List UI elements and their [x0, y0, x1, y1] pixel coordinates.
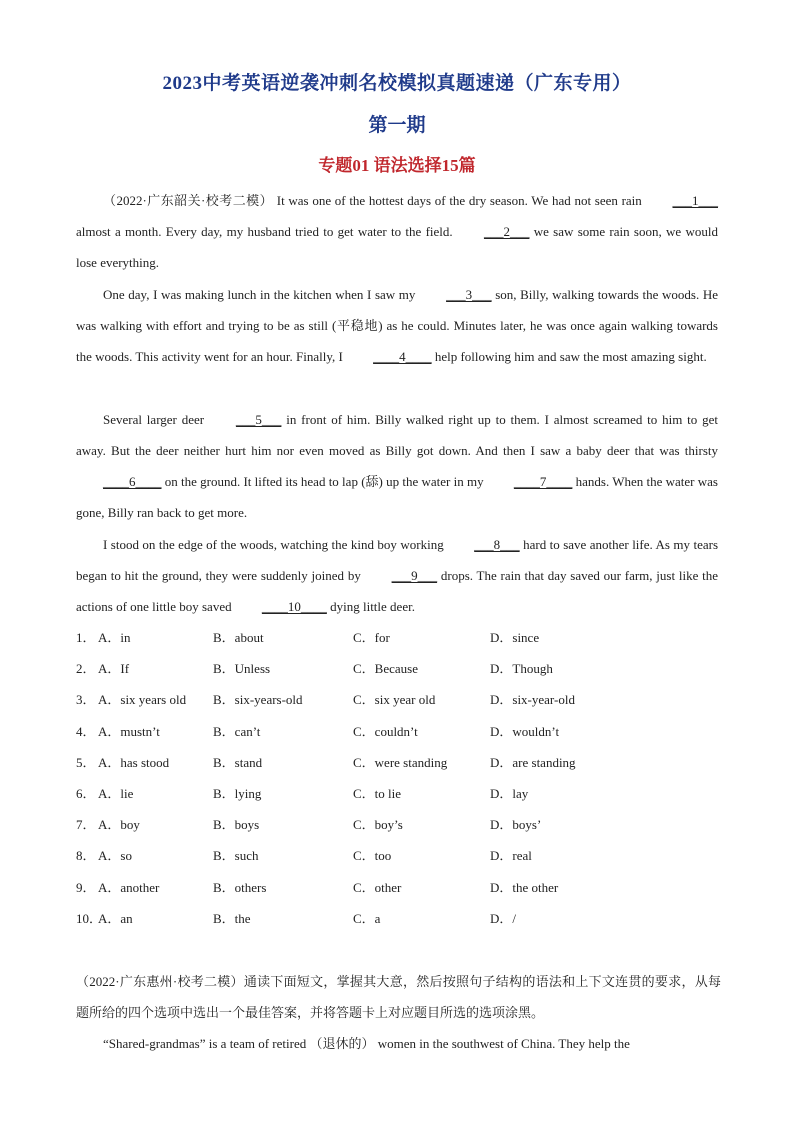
passage-source: （2022·广东惠州·校考二模）	[76, 974, 244, 989]
text: “Shared-grandmas” is a team of retired （退休的） women in the southwest of China. They help the	[103, 1036, 630, 1051]
text: It was one of the hottest days of the dry season. We had not seen rain	[273, 193, 646, 208]
option-c: C．boy’s	[353, 817, 403, 833]
option-a: A．an	[98, 910, 133, 926]
blank-10: ____10____	[261, 599, 327, 614]
option-d: D．real	[490, 848, 532, 864]
text: 通读下面短文，掌握其大意，然后按照句子结构的语法和上下文连贯的要求，从每题所给的四个选项中选出一个最佳答案，并将答题卡上对应题目所选的选项涂黑。	[76, 974, 721, 1020]
option-b: B．such	[213, 848, 259, 864]
question-number: 6．	[76, 785, 96, 801]
blank-1: ___1___	[672, 193, 718, 208]
passage2-paragraph-1	[76, 1028, 718, 1059]
blank-2: ___2___	[483, 224, 530, 239]
passage1-paragraph-1	[76, 185, 718, 278]
text: on the ground. It lifted its head to lap (舔) up the water in my	[161, 474, 487, 489]
option-a: A．so	[98, 848, 132, 864]
question-number: 3．	[76, 692, 96, 708]
option-b: B．boys	[213, 817, 260, 833]
passage1-paragraph-2	[76, 279, 718, 372]
question-row	[76, 747, 736, 778]
text: I stood on the edge of the woods, watching the kind boy working	[103, 537, 448, 552]
option-c: C．six year old	[353, 692, 436, 708]
question-row	[76, 778, 736, 809]
question-row	[76, 903, 736, 934]
option-b: B．six-years-old	[213, 692, 303, 708]
question-number: 8．	[76, 848, 96, 864]
option-c: C．too	[353, 848, 392, 864]
question-number: 9．	[76, 879, 96, 895]
question-number: 1．	[76, 630, 96, 645]
option-b: B．stand	[213, 754, 263, 770]
text: we saw some rain soon, we would lose everything.	[76, 224, 718, 270]
option-d: D．are standing	[490, 754, 576, 770]
option-c: C．for	[353, 630, 390, 645]
document-title: 2023中考英语逆袭冲刺名校模拟真题速递（广东专用）	[162, 73, 632, 94]
passage2-instructions	[76, 966, 721, 1028]
blank-5: ___5___	[235, 412, 282, 427]
blank-7: ____7____	[513, 474, 573, 489]
option-d: D．lay	[490, 785, 529, 801]
text: hard to save another life. As my tears began to hit the ground, they were suddenly joined by	[76, 537, 718, 583]
question-row	[76, 872, 736, 903]
question-row	[76, 840, 736, 871]
text: Several larger deer	[103, 412, 209, 427]
option-b: B．others	[213, 879, 267, 895]
option-b: B．lying	[213, 785, 262, 801]
option-b: B．about	[213, 630, 264, 645]
option-d: D．wouldn’t	[490, 723, 560, 739]
option-c: C．to lie	[353, 785, 402, 801]
option-d: D．boys’	[490, 817, 542, 833]
option-a: A．mustn’t	[98, 723, 160, 739]
question-number: 2．	[76, 661, 96, 677]
option-d: D．since	[490, 630, 540, 645]
issue-label: 第一期	[368, 115, 426, 136]
passage1-paragraph-4	[76, 529, 718, 622]
option-c: C．were standing	[353, 754, 448, 770]
blank-8: ___8___	[474, 537, 520, 552]
question-number: 7．	[76, 817, 96, 833]
text: One day, I was making lunch in the kitchen when I saw my	[103, 287, 420, 302]
option-b: B．can’t	[213, 723, 261, 739]
text: hands. When the water was gone, Billy ran back to get more.	[76, 474, 718, 520]
option-b: B．Unless	[213, 661, 271, 677]
blank-3: ___3___	[446, 287, 492, 302]
question-row	[76, 653, 736, 684]
question-list	[76, 622, 736, 934]
blank-9: ___9___	[391, 568, 438, 583]
option-a: A．another	[98, 879, 160, 895]
question-row	[76, 716, 736, 747]
option-c: C．couldn’t	[353, 723, 418, 739]
option-c: C．Because	[353, 661, 418, 677]
text: almost a month. Every day, my husband tried to get water to the field.	[76, 224, 457, 239]
question-row	[76, 684, 736, 715]
text: help following him and saw the most amazing sight.	[431, 349, 707, 364]
option-c: C．other	[353, 879, 402, 895]
text: son, Billy, walking towards the woods. He was walking with effort and trying to be as still (平稳地) as he could. Minutes later, he was once again walking towards the woods. This activity went for an hour. Finally, I	[76, 287, 718, 364]
blank-6: ____6____	[103, 474, 162, 489]
option-b: B．the	[213, 910, 251, 926]
topic-heading: 专题01 语法选择15篇	[318, 156, 476, 175]
option-a: A．in	[98, 630, 131, 645]
option-a: A．six years old	[98, 692, 187, 708]
option-c: C．a	[353, 910, 381, 926]
passage1-paragraph-3	[76, 404, 718, 528]
question-number: 4．	[76, 723, 96, 739]
text: drops. The rain that day saved our farm, just like the actions of one little boy saved	[76, 568, 718, 614]
passage-source: （2022·广东韶关·校考二模）	[103, 193, 274, 208]
option-a: A．lie	[98, 785, 134, 801]
option-a: A．boy	[98, 817, 140, 833]
option-d: D．six-year-old	[490, 692, 575, 708]
question-row	[76, 809, 736, 840]
text: dying little deer.	[326, 599, 415, 614]
blank-4: ____4____	[373, 349, 432, 364]
option-d: D．/	[490, 910, 517, 926]
option-d: D．Though	[490, 661, 553, 677]
question-number: 5．	[76, 754, 96, 770]
text: in front of him. Billy walked right up to them. I almost screamed to him to get away. But the deer neither hurt him nor even moved as Billy got down. And then I saw a baby deer that was thirsty	[76, 412, 718, 458]
option-a: A．If	[98, 661, 130, 677]
question-number: 10．	[76, 910, 103, 926]
question-row	[76, 622, 736, 653]
option-d: D．the other	[490, 879, 559, 895]
option-a: A．has stood	[98, 754, 170, 770]
